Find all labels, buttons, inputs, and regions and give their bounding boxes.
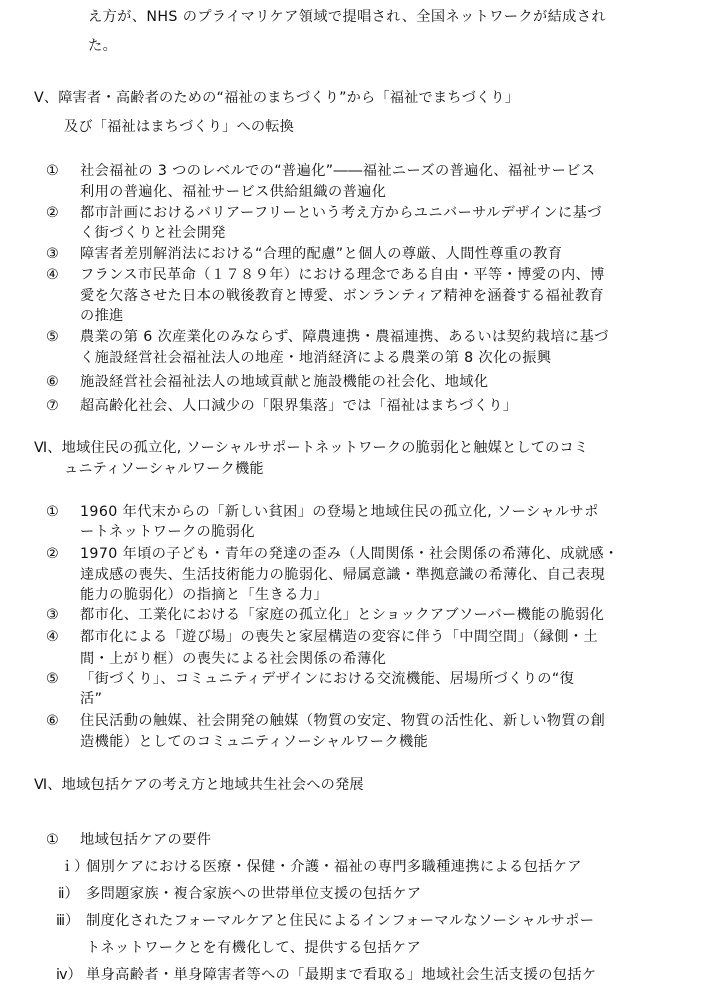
item-marker: ① [46,832,59,848]
list-item-text: 1960 年代末からの「新しい貧困」の登場と地域住民の孤立化, ソーシャルサポ [80,504,599,520]
list-item-text: 「街づくり」、コミュニティデザインにおける交流機能、居場所づくりの“復 [80,671,575,687]
item-marker: ④ [46,629,59,645]
list-item-text: 農業の第 6 次産業化のみならず、障農連携・農福連携、あるいは契約栽培に基づ [80,329,609,345]
list-item-text: フランス市民革命（１７８９年）における理念である自由・平等・博愛の内、博 [80,267,605,283]
intro-line-2: た。 [88,38,118,54]
subitem-marker: ⅲ） [56,913,80,929]
subitem-marker: ｉ） [60,859,89,875]
item-marker: ⑤ [46,329,59,345]
list-item-text: 社会福祉の 3 つのレベルでの“普遍化”――福祉ニーズの普遍化、福祉サービス [80,163,596,179]
item-marker: ④ [46,267,59,283]
subitem-text: 単身高齢者・単身障害者等への「最期まで看取る」地域社会生活支援の包括ケ [86,967,597,983]
list-item-text: 都市計画におけるバリアーフリーという考え方からユニバーサルデザインに基づ [80,205,602,221]
section-7-heading: Ⅵ、地域包括ケアの考え方と地域共生社会への発展 [34,777,364,793]
list-item-text: 都市化による「遊び場」の喪失と家屋構造の変容に伴う「中間空間」（縁側・土 [80,629,599,645]
list-item-text: の推進 [80,308,124,324]
list-item-text: 活” [80,691,103,707]
section-6-heading-cont: ュニティソーシャルワーク機能 [64,461,264,477]
item-marker: ② [46,546,59,562]
item-marker: ② [46,205,59,221]
list-item-text: 利用の普遍化、福祉サービス供給組織の普遍化 [80,184,387,200]
item-marker: ⑦ [46,398,59,414]
subitem-text: トネットワークとを有機化して、提供する包括ケア [86,940,422,956]
list-item-text: 達成感の喪失、生活技術能力の脆弱化、帰属意識・準拠意識の希薄化、自己表現 [80,567,606,583]
list-item-text: 1970 年頃の子ども・青年の発達の歪み（人間関係・社会関係の希薄化、成就感・ [80,546,619,562]
section-5-heading-cont: 及び「福祉はまちづくり」への転換 [64,119,295,135]
item-marker: ⑥ [46,713,59,729]
item-marker: ① [46,163,59,179]
list-item-text: 愛を欠落させた日本の戦後教育と博愛、ボンランティア精神を涵養する福祉教育 [80,288,605,304]
subitem-marker: ⅳ） [56,967,82,983]
subitem-text: 多問題家族・複合家族への世帯単位支援の包括ケア [86,886,422,902]
subitem-marker: ⅱ） [58,886,79,902]
intro-line-1: え方が、NHS のプライマリケア領域で提唱され、全国ネットワークが結成され [88,9,606,25]
list-item-text: 住民活動の触媒、社会開発の触媒（物質の安定、物質の活性化、新しい物質の創 [80,713,606,729]
item-marker: ⑤ [46,671,59,687]
section-5-heading: Ⅴ、障害者・高齢者のための“福祉のまちづくり”から「福祉でまちづくり」 [34,90,520,106]
list-item-text: 障害者差別解消法における“合理的配慮”と個人の尊厳、人間性尊重の教育 [80,246,563,262]
list-item-text: 地域包括ケアの要件 [80,832,212,848]
list-item-text: 能力の脆弱化）の指摘と「生きる力」 [80,587,328,603]
list-item-text: 施設経営社会福祉法人の地域貢献と施設機能の社会化、地域化 [80,374,489,390]
list-item-text: 間・上がり框）の喪失による社会関係の希薄化 [80,651,387,667]
list-item-text: く施設経営社会福祉法人の地産・地消経済による農業の第 8 次化の振興 [80,350,552,366]
list-item-text: 都市化、工業化における「家庭の孤立化」とショックアブソーバー機能の脆弱化 [80,607,605,623]
subitem-text: 制度化されたフォーマルケアと住民によるインフォーマルなソーシャルサポー [86,913,595,929]
list-item-text: く街づくりと社会開発 [80,225,226,241]
item-marker: ① [46,504,59,520]
list-item-text: ートネットワークの脆弱化 [80,524,255,540]
section-6-heading: Ⅵ、地域住民の孤立化, ソーシャルサポートネットワークの脆弱化と触媒としてのコミ [34,440,589,456]
item-marker: ③ [46,607,59,623]
subitem-text: 個別ケアにおける医療・保健・介護・福祉の専門多職種連携による包括ケア [86,859,582,875]
list-item-text: 超高齢化社会、人口減少の「限界集落」では「福祉はまちづくり」 [80,398,518,414]
list-item-text: 造機能）としてのコミュニティソーシャルワーク機能 [80,734,429,750]
item-marker: ⑥ [46,374,59,390]
item-marker: ③ [46,246,59,262]
